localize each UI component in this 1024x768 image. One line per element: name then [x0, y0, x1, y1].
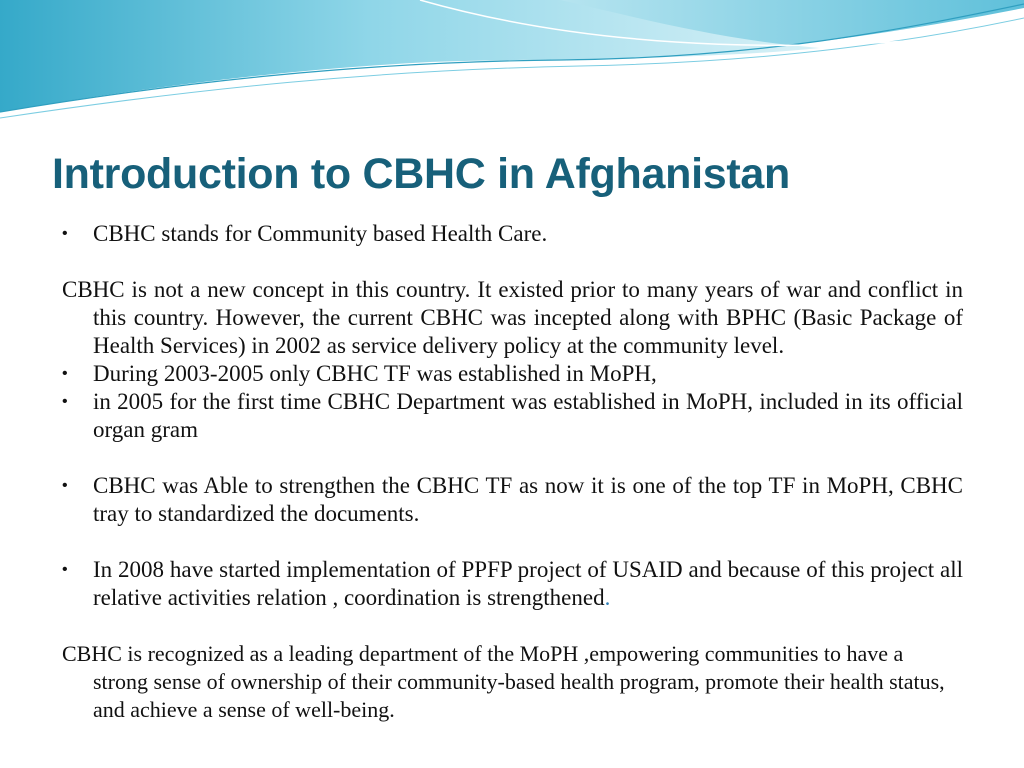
spacer	[62, 444, 963, 472]
spacer	[62, 248, 963, 276]
spacer	[62, 528, 963, 556]
paragraph-cbhc-recognition: CBHC is recognized as a leading department of the MoPH ,empowering communities to have a strong sense of ownership of their community-based health program, promote their health status, and achieve a sense of well-being.	[62, 641, 945, 722]
bullet-text: During 2003-2005 only CBHC TF was established in MoPH,	[93, 361, 657, 386]
bullet-icon: •	[62, 393, 68, 410]
page-title: Introduction to CBHC in Afghanistan	[52, 150, 790, 198]
bullet-text: CBHC stands for Community based Health Care.	[93, 221, 548, 246]
spacer	[62, 612, 963, 640]
bullet-icon: •	[62, 365, 68, 382]
bullet-item-cbhc-department	[62, 388, 963, 444]
bullet-icon: •	[62, 225, 68, 242]
slide-body	[62, 220, 963, 724]
bullet-text: In 2008 have started implementation of PPFP project of USAID and because of this project all relative activities relation , coordination is strengthened	[93, 557, 963, 610]
bullet-item-cbhc-tf	[62, 360, 963, 388]
bullet-text: CBHC was Able to strengthen the CBHC TF as now it is one of the top TF in MoPH, CBHC tray to standardized the documents.	[93, 473, 963, 526]
bullet-text: in 2005 for the first time CBHC Department was established in MoPH, included in its official organ gram	[93, 389, 963, 442]
header-wave-decoration	[0, 0, 1024, 125]
bullet-icon: •	[62, 477, 68, 494]
bullet-icon: •	[62, 561, 68, 578]
bullet-item-cbhc-definition	[62, 220, 963, 248]
bullet-item-ppfp-project	[62, 556, 963, 612]
bullet-text-end: .	[604, 585, 611, 610]
bullet-item-strengthen-tf	[62, 472, 963, 528]
paragraph-cbhc-history: CBHC is not a new concept in this country. It existed prior to many years of war and conflict in this country. However, the current CBHC was incepted along with BPHC (Basic Package of Health Services) in 2002 as service delivery policy at the community level.	[62, 277, 963, 358]
